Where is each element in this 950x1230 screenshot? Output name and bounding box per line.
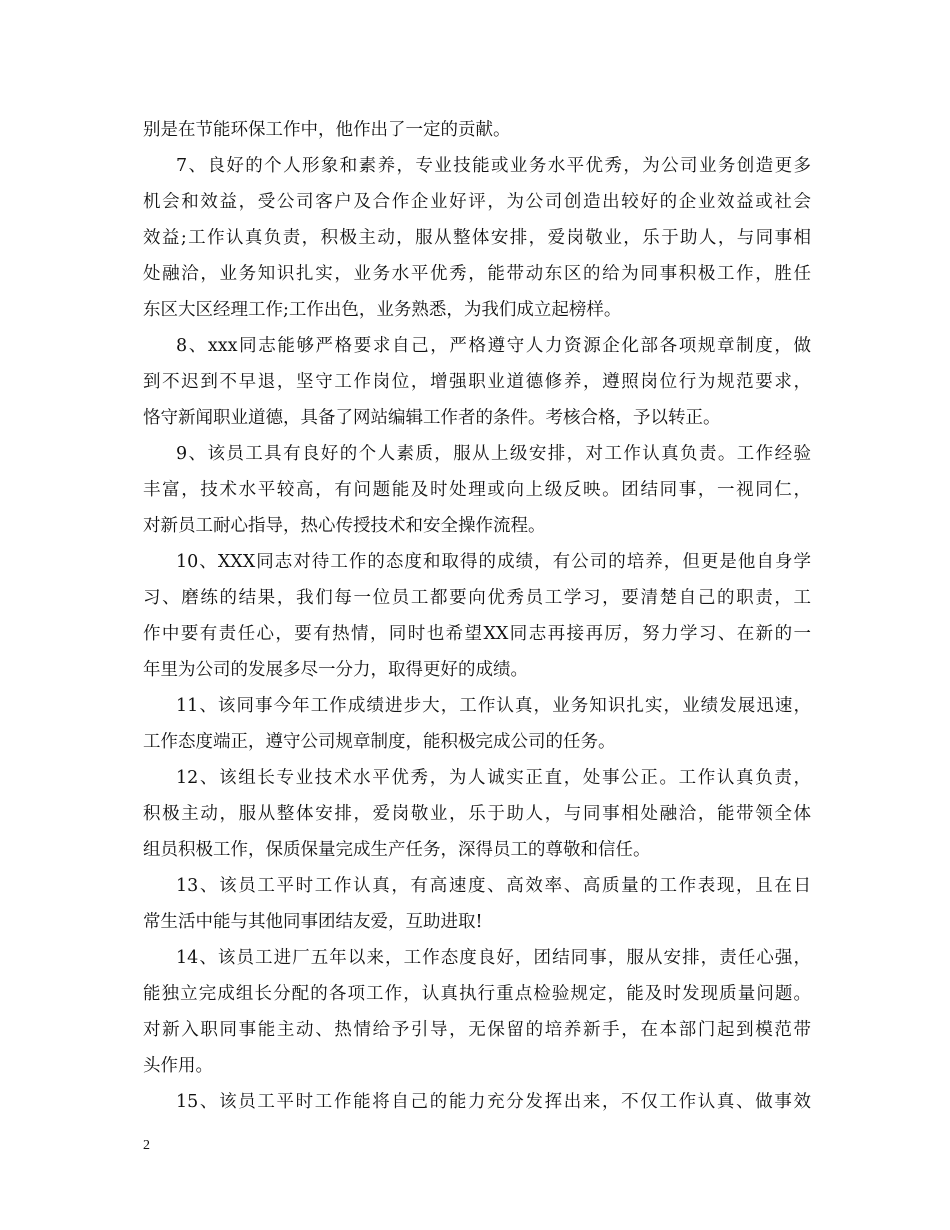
page-number: 2 <box>143 1138 150 1153</box>
text-line: 效益;工作认真负责，积极主动，服从整体安排，爱岗敬业，乐于助人，与同事相 <box>143 228 811 248</box>
text-line: 处融洽，业务知识扎实，业务水平优秀，能带动东区的给为同事积极工作，胜任 <box>143 264 811 284</box>
text-line: 9、该员工具有良好的个人素质，服从上级安排，对工作认真负责。工作经验 <box>176 444 811 464</box>
text-line: 习、磨练的结果，我们每一位员工都要向优秀员工学习，要清楚自己的职责，工 <box>143 588 811 608</box>
text-line: 12、该组长专业技术水平优秀，为人诚实正直，处事公正。工作认真负责， <box>176 768 811 788</box>
text-line: 机会和效益，受公司客户及合作企业好评，为公司创造出较好的企业效益或社会 <box>143 192 811 212</box>
text-line: 工作态度端正，遵守公司规章制度，能积极完成公司的任务。 <box>143 732 616 752</box>
text-line: 作中要有责任心，要有热情，同时也希望XX同志再接再厉，努力学习、在新的一 <box>143 624 811 644</box>
text-line: 能独立完成组长分配的各项工作，认真执行重点检验规定，能及时发现质量问题。 <box>143 984 811 1004</box>
text-line: 丰富，技术水平较高，有问题能及时处理或向上级反映。团结同事，一视同仁， <box>143 480 811 500</box>
text-line: 别是在节能环保工作中，他作出了一定的贡献。 <box>143 120 511 140</box>
text-line: 11、该同事今年工作成绩进步大，工作认真，业务知识扎实，业绩发展迅速， <box>176 696 811 716</box>
text-line: 恪守新闻职业道德，具备了网站编辑工作者的条件。考核合格，予以转正。 <box>143 408 721 428</box>
text-line: 组员积极工作，保质保量完成生产任务，深得员工的尊敬和信任。 <box>143 840 651 860</box>
text-line: 头作用。 <box>143 1056 213 1076</box>
text-line: 对新员工耐心指导，热心传授技术和安全操作流程。 <box>143 516 546 536</box>
text-line: 8、xxx同志能够严格要求自己，严格遵守人力资源企化部各项规章制度，做 <box>176 336 811 356</box>
text-line: 14、该员工进厂五年以来，工作态度良好，团结同事，服从安排，责任心强， <box>176 948 811 968</box>
text-line: 到不迟到不早退，坚守工作岗位，增强职业道德修养，遵照岗位行为规范要求， <box>143 372 811 392</box>
text-line: 13、该员工平时工作认真，有高速度、高效率、高质量的工作表现，且在日 <box>176 876 811 896</box>
text-line: 常生活中能与其他同事团结友爱，互助进取! <box>143 912 483 932</box>
text-line: 对新入职同事能主动、热情给予引导，无保留的培养新手，在本部门起到模范带 <box>143 1020 811 1040</box>
text-line: 7、良好的个人形象和素养，专业技能或业务水平优秀，为公司业务创造更多 <box>176 156 811 176</box>
text-line: 东区大区经理工作;工作出色，业务熟悉，为我们成立起榜样。 <box>143 300 622 320</box>
text-line: 10、XXX同志对待工作的态度和取得的成绩，有公司的培养，但更是他自身学 <box>176 552 811 572</box>
text-line: 15、该员工平时工作能将自己的能力充分发挥出来，不仅工作认真、做事效 <box>176 1092 811 1112</box>
text-line: 年里为公司的发展多尽一分力，取得更好的成绩。 <box>143 660 528 680</box>
text-line: 积极主动，服从整体安排，爱岗敬业，乐于助人，与同事相处融洽，能带领全体 <box>143 804 811 824</box>
